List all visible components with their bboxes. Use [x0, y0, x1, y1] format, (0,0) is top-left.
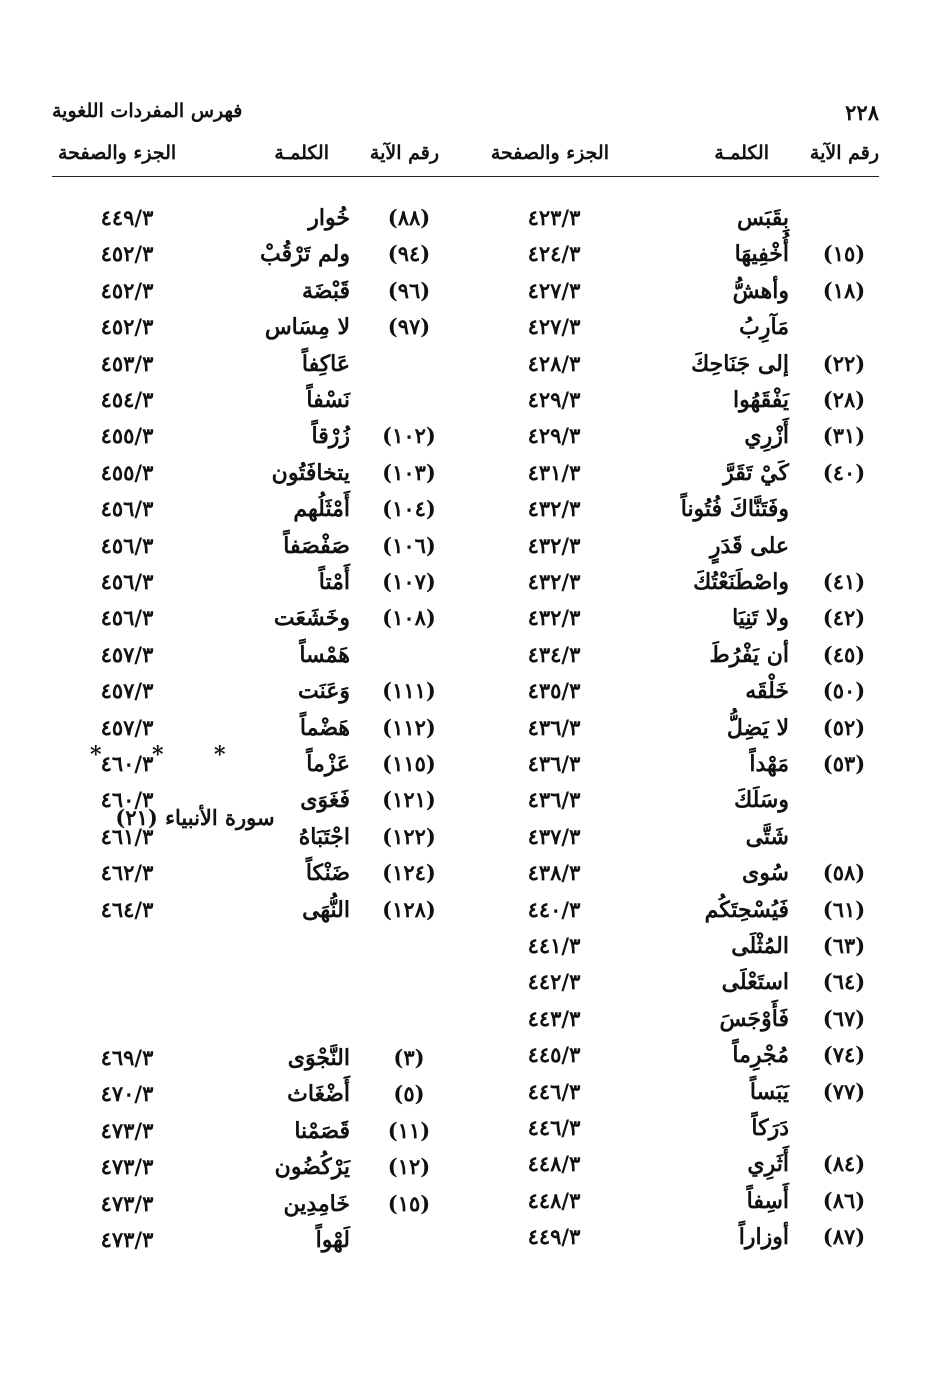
header-verse-left: رقم الآية [369, 142, 439, 164]
vocabulary-word: أَزْرِي [744, 423, 789, 450]
index-row [52, 273, 470, 309]
index-row [479, 964, 879, 1000]
verse-number [364, 637, 454, 673]
index-row [52, 236, 470, 272]
verse-number [364, 1222, 454, 1258]
header-ref-right: الجزء والصفحة [490, 142, 609, 164]
index-row [479, 1037, 879, 1073]
vocabulary-word: وأهشُّ [732, 277, 789, 304]
volume-page-ref: ٤٧٣/٣ [100, 1227, 154, 1252]
vocabulary-word: هَضْماً [299, 714, 350, 741]
verse-number [809, 200, 879, 236]
volume-page-ref: ٤٦٩/٣ [100, 1045, 154, 1070]
header-ref-left: الجزء والصفحة [58, 142, 177, 164]
index-row [52, 1222, 470, 1258]
index-row [479, 1074, 879, 1110]
index-row [52, 1113, 470, 1149]
volume-page-ref: ٤٥٧/٣ [100, 641, 154, 667]
volume-page-ref: ٤٤١/٣ [527, 933, 581, 958]
index-row [479, 1001, 879, 1037]
volume-page-ref: ٤٧٣/٣ [100, 1190, 154, 1216]
volume-page-ref: ٤٣٢/٣ [527, 496, 581, 522]
vocabulary-word: قَصَمْنا [294, 1117, 350, 1144]
vocabulary-word: خَامِدِين [283, 1190, 350, 1217]
verse-number: (١٥) [387, 1190, 431, 1216]
vocabulary-word: أُخْفِيهَا [734, 241, 789, 268]
verse-number: (١١١) [382, 678, 436, 704]
verse-number: (٥٨) [822, 860, 866, 886]
index-row [479, 637, 879, 673]
volume-page-ref: ٤٢٨/٣ [527, 350, 581, 376]
vocabulary-word: أَمْتاً [318, 569, 350, 595]
verse-number: (١٢) [387, 1154, 431, 1180]
vocabulary-word: أَثَرِي [747, 1151, 789, 1178]
index-row [479, 892, 879, 928]
volume-page-ref: ٤٣١/٣ [527, 459, 581, 485]
verse-number: (٩٦) [387, 277, 431, 303]
volume-page-ref: ٤٤٢/٣ [527, 969, 581, 995]
vocabulary-word: واصْطَنَعْتُكَ [693, 569, 789, 595]
verse-number: (٢٢) [822, 350, 866, 376]
vocabulary-word: لَهْواً [315, 1227, 350, 1253]
verse-number: (٥) [393, 1081, 425, 1107]
index-row [52, 564, 470, 600]
page-number: ٢٢٨ [845, 100, 879, 125]
verse-number [809, 1110, 879, 1146]
index-row [479, 746, 879, 782]
volume-page-ref: ٤٥٧/٣ [100, 678, 154, 704]
index-row [52, 309, 470, 345]
volume-page-ref: ٤٥٢/٣ [100, 277, 154, 303]
verse-number: (٨٧) [822, 1224, 866, 1250]
verse-number: (٦٣) [822, 933, 866, 958]
index-row [479, 819, 879, 855]
vocabulary-word: يتخافَتُون [271, 459, 350, 486]
index-row [52, 455, 470, 491]
header-verse-right: رقم الآية [809, 142, 879, 164]
volume-page-ref: ٤٥٥/٣ [100, 459, 154, 485]
verse-number: (٨٦) [822, 1187, 866, 1213]
index-row [52, 1186, 470, 1222]
verse-number: (١٢٨) [382, 896, 436, 922]
index-row [52, 1040, 470, 1076]
index-column-right [479, 200, 879, 1280]
index-row [479, 1110, 879, 1146]
index-row [479, 491, 879, 527]
running-title: فهرس المفردات اللغوية [52, 100, 243, 122]
index-row [479, 273, 879, 309]
vocabulary-word: على قَدَرٍ [709, 532, 789, 559]
vocabulary-word: مَآرِبُ [739, 314, 789, 341]
vocabulary-word: وخَشَعَت [273, 605, 350, 632]
index-row [52, 673, 470, 709]
verse-number: (٧٤) [822, 1042, 866, 1068]
running-head [52, 100, 879, 130]
vocabulary-word: نَسْفاً [306, 387, 350, 413]
index-row [479, 782, 879, 818]
volume-page-ref: ٤٥٢/٣ [100, 241, 154, 267]
verse-number: (١٢٢) [382, 823, 436, 849]
index-row [479, 382, 879, 418]
verse-number: (١٢٤) [382, 860, 436, 886]
volume-page-ref: ٤٤٥/٣ [527, 1042, 581, 1068]
volume-page-ref: ٤٣٢/٣ [527, 532, 581, 558]
verse-number: (٦١) [822, 896, 866, 922]
vocabulary-word: بِقَبَس [737, 205, 789, 231]
volume-page-ref: ٤٤٣/٣ [527, 1005, 581, 1031]
verse-number: (٨٨) [387, 205, 431, 230]
vocabulary-word: لا يَضِلُّ [726, 714, 789, 741]
volume-page-ref: ٤٢٧/٣ [527, 277, 581, 303]
volume-page-ref: ٤٣٨/٣ [527, 860, 581, 886]
volume-page-ref: ٤٣٦/٣ [527, 751, 581, 776]
vocabulary-word: دَرَكاً [751, 1115, 789, 1141]
vocabulary-word: شَتَّى [745, 823, 789, 850]
index-row [479, 928, 879, 964]
verse-number: (٤٥) [822, 641, 866, 667]
index-row [52, 637, 470, 673]
vocabulary-word: كَيْ تَقَرَّ [723, 459, 789, 486]
vocabulary-word: ولا تَنِيَا [732, 605, 789, 632]
index-row [52, 491, 470, 527]
verse-number [364, 382, 454, 418]
vocabulary-word: فَغَوَى [300, 787, 350, 814]
index-row [52, 855, 470, 891]
index-row [52, 200, 470, 236]
volume-page-ref: ٤٧٣/٣ [100, 1117, 154, 1143]
vocabulary-word: خُوار [308, 205, 350, 231]
volume-page-ref: ٤٧٣/٣ [100, 1154, 154, 1180]
verse-number: (٨٤) [822, 1151, 866, 1177]
column-headers [52, 142, 879, 177]
vocabulary-word: النُّهَى [302, 896, 350, 923]
section-separator [90, 742, 290, 772]
separator-star: * [214, 742, 226, 768]
header-word-left: الكلمـة [274, 142, 329, 164]
volume-page-ref: ٤٣٧/٣ [527, 823, 581, 849]
index-column-left [52, 200, 470, 1280]
verse-number: (١٠٢) [382, 423, 436, 449]
vocabulary-word: مَهْداً [749, 751, 789, 777]
vocabulary-word: قَبْضَة [301, 277, 350, 304]
verse-number: (٥٢) [822, 714, 866, 740]
volume-page-ref: ٤٥٦/٣ [100, 605, 154, 631]
index-row [479, 346, 879, 382]
index-row [52, 382, 470, 418]
volume-page-ref: ٤٥٦/٣ [100, 532, 154, 558]
vocabulary-word: وفَتَنَّاكَ فُتُوناً [680, 496, 789, 523]
verse-number: (٦٧) [822, 1005, 866, 1031]
volume-page-ref: ٤٢٧/٣ [527, 314, 581, 340]
index-row [52, 418, 470, 454]
verse-number: (١١٥) [382, 751, 436, 776]
verse-number: (٩٤) [387, 241, 431, 267]
verse-number: (٤١) [822, 569, 866, 594]
verse-number: (١٠٧) [382, 569, 436, 594]
verse-number: (١٠٤) [382, 496, 436, 522]
index-row [52, 1149, 470, 1185]
volume-page-ref: ٤٤٠/٣ [527, 896, 581, 922]
volume-page-ref: ٤٥٥/٣ [100, 423, 154, 449]
vocabulary-word: مُجْرِماً [732, 1042, 789, 1069]
verse-number: (٩٧) [387, 314, 431, 340]
vocabulary-word: ولم تَرْقُبْ [259, 241, 350, 268]
volume-page-ref: ٤٢٤/٣ [527, 241, 581, 267]
volume-page-ref: ٤٣٢/٣ [527, 605, 581, 631]
vocabulary-word: أن يَفْرُطَ [709, 641, 789, 668]
volume-page-ref: ٤٣٦/٣ [527, 787, 581, 813]
volume-page-ref: ٤٤٩/٣ [100, 205, 154, 230]
volume-page-ref: ٤٣٥/٣ [527, 678, 581, 704]
vocabulary-word: فَأَوْجَسَ [719, 1005, 789, 1032]
verse-number: (٤٢) [822, 605, 866, 631]
volume-page-ref: ٤٥٢/٣ [100, 314, 154, 340]
header-word-right: الكلمـة [714, 142, 769, 164]
verse-number: (٣١) [822, 423, 866, 449]
index-row [479, 600, 879, 636]
index-row [479, 528, 879, 564]
vocabulary-word: اجْتَبَاهُ [298, 823, 350, 850]
index-row [479, 1183, 879, 1219]
volume-page-ref: ٤٧٠/٣ [100, 1081, 154, 1107]
volume-page-ref: ٤٦٠/٣ [100, 787, 154, 813]
vocabulary-word: وَعَنَت [298, 678, 350, 705]
vocabulary-word: أَمْثَلُهم [293, 496, 350, 523]
vocabulary-word: أَسِفاً [746, 1187, 789, 1214]
volume-page-ref: ٤٦١/٣ [100, 823, 154, 849]
surah-heading: سورة الأنبياء (٢١) [115, 805, 275, 830]
index-row [479, 710, 879, 746]
vocabulary-word: ضَنْكاً [305, 860, 350, 887]
vocabulary-word: وسَلَكَ [734, 787, 789, 814]
separator-star: * [152, 742, 164, 768]
index-row [52, 1076, 470, 1112]
vocabulary-word: عَاكِفاً [301, 350, 350, 377]
index-row [479, 855, 879, 891]
verse-number [364, 346, 454, 382]
verse-number: (٥٠) [822, 678, 866, 704]
verse-number: (١١٢) [382, 714, 436, 740]
vocabulary-word: عَزْماً [306, 751, 350, 777]
vocabulary-word: المُثْلَى [731, 933, 789, 959]
volume-page-ref: ٤٢٣/٣ [527, 205, 581, 230]
volume-page-ref: ٤٤٨/٣ [527, 1187, 581, 1213]
volume-page-ref: ٤٣٢/٣ [527, 569, 581, 594]
index-row [479, 418, 879, 454]
volume-page-ref: ٤٥٤/٣ [100, 387, 154, 412]
index-row [479, 309, 879, 345]
volume-page-ref: ٤٢٩/٣ [527, 387, 581, 412]
verse-number [809, 528, 879, 564]
verse-number: (٥٣) [822, 751, 866, 776]
volume-page-ref: ٤٥٧/٣ [100, 714, 154, 740]
vocabulary-word: استَعْلَى [721, 969, 789, 996]
index-row [479, 673, 879, 709]
index-row [479, 1219, 879, 1255]
verse-number: (١٠٦) [382, 532, 436, 558]
vocabulary-word: أَضْغَاث [287, 1081, 350, 1108]
verse-number: (٣) [393, 1045, 425, 1070]
vocabulary-word: يَبَساً [749, 1078, 789, 1105]
index-row [52, 892, 470, 928]
volume-page-ref: ٤٥٦/٣ [100, 569, 154, 594]
volume-page-ref: ٤٤٦/٣ [527, 1078, 581, 1104]
index-row [479, 564, 879, 600]
vocabulary-word: النَّجْوَى [287, 1045, 350, 1071]
verse-number [809, 309, 879, 345]
vocabulary-word: فَيُسْحِتَكُم [704, 896, 789, 923]
vocabulary-word: أوزاراً [738, 1224, 789, 1251]
index-row [479, 236, 879, 272]
verse-number: (١٥) [822, 241, 866, 267]
volume-page-ref: ٤٣٦/٣ [527, 714, 581, 740]
verse-number [809, 491, 879, 527]
vocabulary-word: صَفْصَفاً [283, 532, 350, 559]
volume-page-ref: ٤٦٢/٣ [100, 860, 154, 886]
index-row [479, 200, 879, 236]
verse-number [809, 819, 879, 855]
volume-page-ref: ٤٣٤/٣ [527, 641, 581, 667]
vocabulary-word: سُوى [741, 860, 789, 887]
vocabulary-word: يَرْكُضُون [274, 1154, 350, 1181]
volume-page-ref: ٤٤٦/٣ [527, 1115, 581, 1140]
index-row [52, 710, 470, 746]
volume-page-ref: ٤٢٩/٣ [527, 423, 581, 449]
verse-number: (٦٤) [822, 969, 866, 995]
volume-page-ref: ٤٦٤/٣ [100, 896, 154, 922]
index-row [479, 1146, 879, 1182]
separator-star: * [90, 742, 102, 768]
vocabulary-word: زُرْقاً [311, 423, 350, 450]
verse-number: (١٢١) [382, 787, 436, 813]
vocabulary-word: يَفْقَهُوا [733, 387, 789, 413]
vocabulary-word: لا مِسَاس [264, 314, 350, 341]
index-row [52, 600, 470, 636]
index-row [479, 455, 879, 491]
volume-page-ref: ٤٤٨/٣ [527, 1151, 581, 1177]
volume-page-ref: ٤٤٩/٣ [527, 1224, 581, 1250]
verse-number: (١٨) [822, 277, 866, 303]
vocabulary-word: خَلْقَه [745, 678, 789, 705]
verse-number: (٧٧) [822, 1078, 866, 1104]
volume-page-ref: ٤٥٦/٣ [100, 496, 154, 522]
verse-number: (١١) [387, 1117, 431, 1143]
volume-page-ref: ٤٥٣/٣ [100, 350, 154, 376]
index-row [52, 346, 470, 382]
verse-number: (١٠٣) [382, 459, 436, 485]
index-row [52, 528, 470, 564]
vocabulary-word: إلى جَنَاحِكَ [691, 350, 789, 377]
vocabulary-word: هَمْساً [299, 641, 350, 668]
verse-number: (٤٠) [822, 459, 866, 485]
verse-number [809, 782, 879, 818]
verse-number: (١٠٨) [382, 605, 436, 631]
volume-page-ref: ٤٦٠/٣ [100, 751, 154, 776]
verse-number: (٢٨) [822, 387, 866, 412]
